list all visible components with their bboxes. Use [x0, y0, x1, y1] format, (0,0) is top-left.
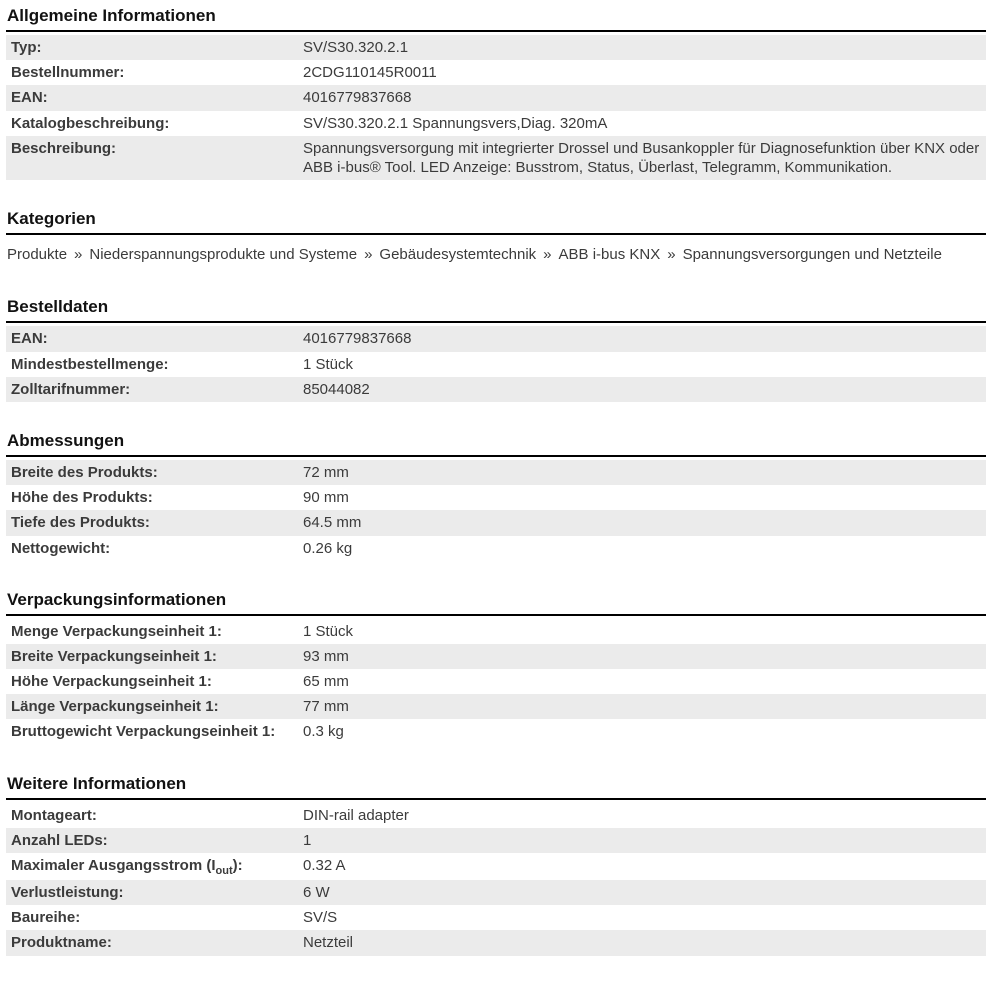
row-value: Netzteil: [303, 934, 354, 952]
table-row: [6, 460, 986, 485]
row-value: 0.26 kg: [303, 539, 353, 557]
row-value: SV/S30.320.2.1 Spannungsvers,Diag. 320mA: [303, 114, 608, 132]
section-kategorien: [6, 207, 986, 268]
row-label: Bruttogewicht Verpackungseinheit 1:: [11, 723, 276, 741]
section-title: Bestelldaten: [6, 295, 986, 323]
section-title: Kategorien: [6, 207, 986, 235]
row-value: 85044082: [303, 380, 370, 398]
table-row: [6, 60, 986, 85]
section-bestelldaten: [6, 295, 986, 402]
breadcrumb-separator: »: [543, 246, 552, 264]
table-row: [6, 35, 986, 60]
table-row: [6, 803, 986, 828]
row-value: SV/S30.320.2.1: [303, 39, 409, 56]
bestelldaten-table: [6, 326, 986, 402]
allgemeine-table: [6, 35, 986, 180]
row-label: Produktname:: [11, 934, 112, 952]
table-row: [6, 644, 986, 669]
breadcrumb-separator: »: [74, 246, 83, 264]
table-row: [6, 85, 986, 110]
breadcrumb-link-niederspannungsprodukte[interactable]: Niederspannungsprodukte und Systeme: [89, 246, 358, 264]
abmessungen-table: [6, 460, 986, 561]
breadcrumb: [6, 235, 986, 268]
row-value: 1: [303, 831, 312, 849]
row-label: Bestellnummer:: [11, 64, 125, 82]
table-row: [6, 619, 986, 644]
row-value: 6 W: [303, 884, 330, 901]
row-value: 90 mm: [303, 489, 349, 507]
row-label: Anzahl LEDs:: [11, 831, 108, 849]
table-row: [6, 828, 986, 853]
table-row: [6, 880, 986, 905]
breadcrumb-separator: »: [364, 246, 373, 264]
table-row: [6, 352, 986, 377]
table-row: [6, 326, 986, 351]
row-label: EAN:: [11, 89, 48, 107]
table-row: [6, 905, 986, 930]
table-row: [6, 694, 986, 719]
row-value: 4016779837668: [303, 89, 412, 107]
row-label: EAN:: [11, 330, 48, 348]
label-prefix: Maximaler Ausgangsstrom (I: [11, 857, 216, 874]
row-value: Spannungsversorgung mit integrierter Drossel und Busankoppler für Diagnosefunktion über KNX oder ABB i-bus® Tool. LED Anzeige: Busstrom, Status, Überlast, Telegramm, Kommunikation.: [303, 139, 980, 176]
row-value: 0.3 kg: [303, 723, 344, 741]
breadcrumb-link-gebaeudesystemtechnik[interactable]: Gebäudesystemtechnik: [379, 246, 537, 264]
label-subscript: out: [215, 865, 233, 877]
row-label: Höhe Verpackungseinheit 1:: [11, 673, 212, 691]
section-title: Verpackungsinformationen: [6, 588, 986, 616]
row-label: Typ:: [11, 39, 42, 56]
row-value: 72 mm: [303, 463, 349, 481]
row-label: Montageart:: [11, 806, 97, 824]
row-value: 1 Stück: [303, 355, 354, 373]
table-row: [6, 510, 986, 535]
row-value: 0.32 A: [303, 857, 346, 874]
section-weitere-informationen: [6, 772, 986, 956]
breadcrumb-link-abb-i-bus-knx[interactable]: ABB i-bus KNX: [558, 246, 661, 264]
table-row: [6, 719, 986, 744]
row-label: Länge Verpackungseinheit 1:: [11, 698, 219, 716]
row-label: Breite Verpackungseinheit 1:: [11, 647, 217, 665]
breadcrumb-link-spannungsversorgungen[interactable]: Spannungsversorgungen und Netzteile: [682, 246, 942, 264]
row-label: Baureihe:: [11, 909, 81, 927]
table-row: [6, 669, 986, 694]
weitere-table: [6, 803, 986, 956]
table-row: [6, 136, 986, 180]
row-label: Zolltarifnummer:: [11, 380, 131, 398]
table-row: [6, 930, 986, 955]
section-verpackungsinformationen: [6, 588, 986, 745]
row-label: [11, 856, 303, 877]
table-row: [6, 377, 986, 402]
table-row: [6, 853, 986, 880]
row-value: 4016779837668: [303, 330, 412, 348]
row-value: 1 Stück: [303, 622, 354, 640]
row-value: DIN-rail adapter: [303, 806, 409, 824]
row-label: Menge Verpackungseinheit 1:: [11, 622, 222, 640]
row-value: 77 mm: [303, 698, 349, 716]
table-row: [6, 536, 986, 561]
breadcrumb-link-produkte[interactable]: Produkte: [7, 246, 68, 264]
row-value: SV/S: [303, 909, 338, 927]
row-label: Katalogbeschreibung:: [11, 114, 170, 132]
row-label: Nettogewicht:: [11, 539, 111, 557]
table-row: [6, 485, 986, 510]
section-allgemeine-informationen: [6, 4, 986, 180]
row-value: 65 mm: [303, 673, 349, 691]
row-value: 93 mm: [303, 647, 349, 665]
row-label: Breite des Produkts:: [11, 463, 158, 481]
row-value: 2CDG110145R0011: [303, 64, 437, 82]
label-suffix: ):: [232, 857, 243, 874]
row-label: Höhe des Produkts:: [11, 489, 153, 507]
row-label: Beschreibung:: [11, 139, 117, 157]
verpackung-table: [6, 619, 986, 745]
table-row: [6, 111, 986, 136]
section-abmessungen: [6, 429, 986, 561]
row-label: Tiefe des Produkts:: [11, 514, 150, 532]
section-title: Allgemeine Informationen: [6, 4, 986, 32]
row-label: Mindestbestellmenge:: [11, 355, 169, 373]
row-label: Verlustleistung:: [11, 884, 124, 901]
section-title: Abmessungen: [6, 429, 986, 457]
row-value: 64.5 mm: [303, 514, 362, 532]
section-title: Weitere Informationen: [6, 772, 986, 800]
breadcrumb-separator: »: [667, 246, 676, 264]
